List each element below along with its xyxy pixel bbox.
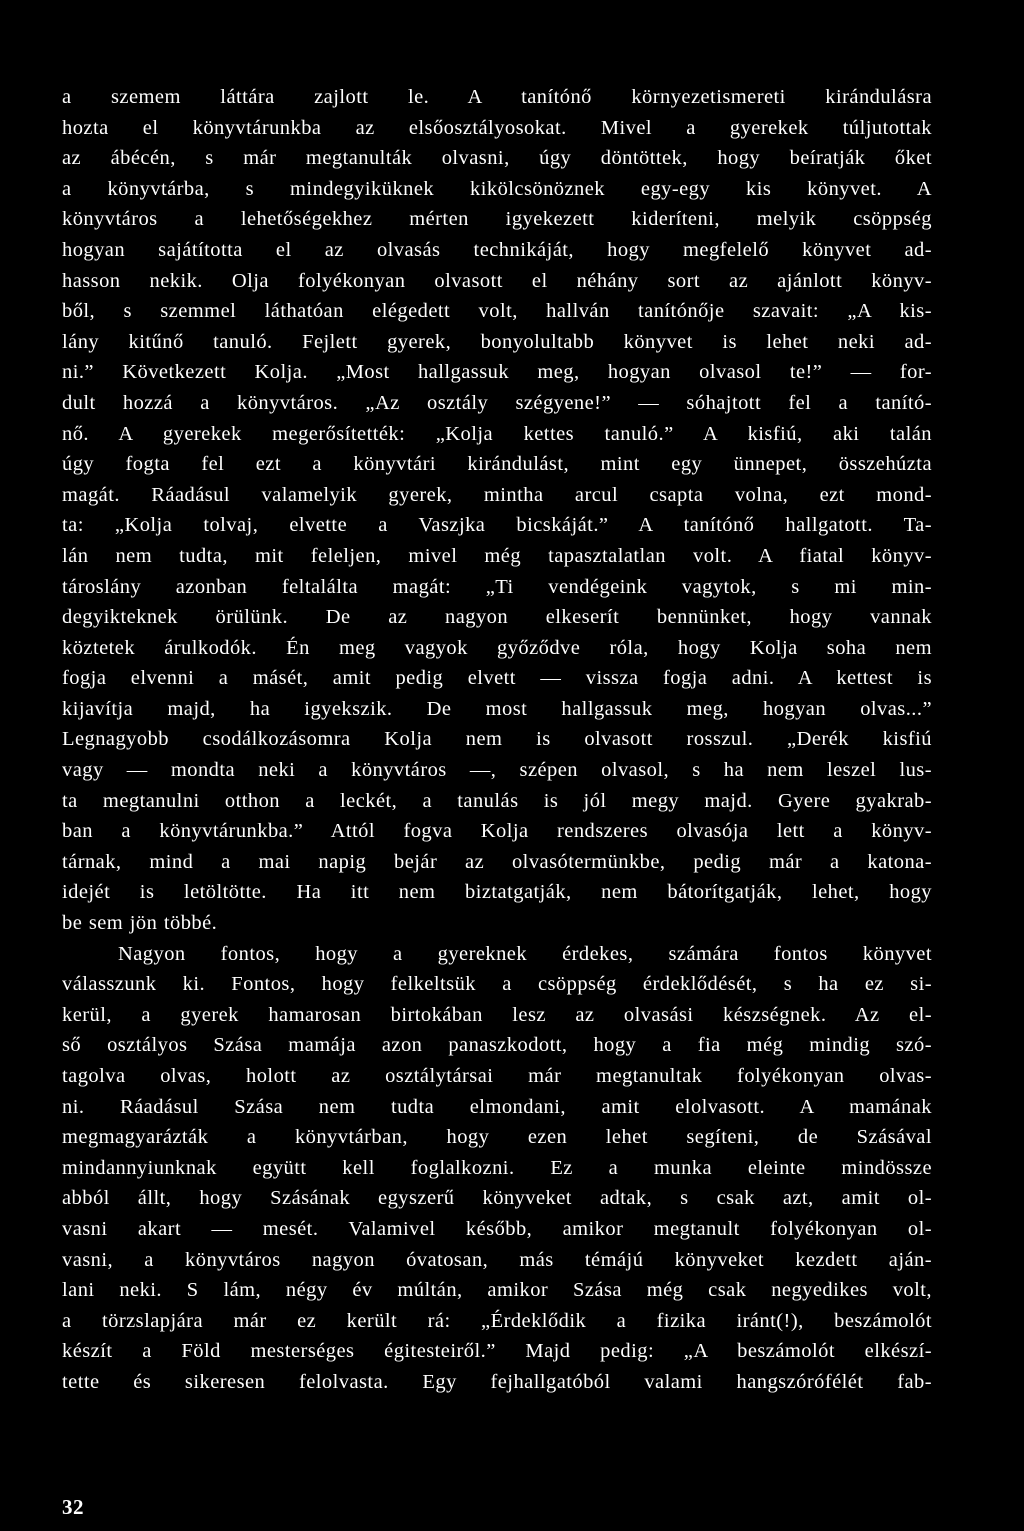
text-line: hasson nekik. Olja folyékonyan olvasott el néhány sort az ajánlott könyv- xyxy=(62,269,932,292)
text-line: a szemem láttára zajlott le. A tanítónő környezetismereti kirándulásra xyxy=(62,86,932,108)
body-text xyxy=(62,82,932,1398)
text-line: hozta el könyvtárunkba az elsőosztályosokat. Mivel a gyerekek túljutottak xyxy=(62,116,932,139)
text-line: ni.” Következett Kolja. „Most hallgassuk meg, hogyan olvasol te!” — for- xyxy=(62,361,932,384)
text-line: nő. A gyerekek megerősítették: „Kolja kettes tanuló.” A kisfiú, aki talán xyxy=(62,422,932,445)
text-line: hogyan sajátította el az olvasás technikáját, hogy megfelelő könyvet ad- xyxy=(62,238,932,261)
text-line: tette és sikeresen felolvasta. Egy fejhallgatóból valami hangszórófélét fab- xyxy=(62,1370,932,1393)
text-line: Legnagyobb csodálkozásomra Kolja nem is olvasott rosszul. „Derék kisfiú xyxy=(62,728,932,751)
text-line: ni. Ráadásul Szása nem tudta elmondani, amit elolvasott. A mamának xyxy=(62,1095,932,1118)
text-line: mindannyiunknak együtt kell foglalkozni. Ez a munka eleinte mindössze xyxy=(62,1156,932,1179)
text-line: kijavítja majd, ha igyekszik. De most hallgassuk meg, hogyan olvas...” xyxy=(62,697,932,720)
text-line: tárnak, mind a mai napig bejár az olvasótermünkbe, pedig már a katona- xyxy=(62,850,932,873)
text-line: dult hozzá a könyvtáros. „Az osztály szégyene!” — sóhajtott fel a tanító- xyxy=(62,391,932,414)
paragraph-start-line: Nagyon fontos, hogy a gyereknek érdekes, számára fontos könyvet xyxy=(118,942,932,965)
text-line: ből, s szemmel láthatóan elégedett volt, hallván tanítónője szavait: „A kis- xyxy=(62,300,932,323)
text-line: fogja elvenni a másét, amit pedig elvett — vissza fogja adni. A kettest is xyxy=(62,667,932,690)
text-line: a könyvtárba, s mindegyiküknek kikölcsönöznek egy-egy kis könyvet. A xyxy=(62,177,932,200)
text-line: lani neki. S lám, négy év múltán, amikor Szása még csak negyedikes volt, xyxy=(62,1279,932,1302)
text-line: lán nem tudta, mit feleljen, mivel még tapasztalatlan volt. A fiatal könyv- xyxy=(62,544,932,567)
text-line: magát. Ráadásul valamelyik gyerek, mintha arcul csapta volna, ezt mond- xyxy=(62,483,932,506)
text-line: úgy fogta fel ezt a könyvtári kirándulást, mint egy ünnepet, összehúzta xyxy=(62,453,932,476)
text-line: könyvtáros a lehetőségekhez mérten igyekezett kideríteni, melyik csöppség xyxy=(62,208,932,231)
text-line: tagolva olvas, holott az osztálytársai már megtanultak folyékonyan olvas- xyxy=(62,1065,932,1087)
text-line: megmagyarázták a könyvtárban, hogy ezen lehet segíteni, de Szásával xyxy=(62,1126,932,1149)
text-line: ta: „Kolja tolvaj, elvette a Vaszjka bicskáját.” A tanítónő hallgatott. Ta- xyxy=(62,514,932,537)
text-line: degyikteknek örülünk. De az nagyon elkeserít bennünket, hogy vannak xyxy=(62,606,932,629)
text-line: az ábécén, s már megtanulták olvasni, úgy döntöttek, hogy beíratják őket xyxy=(62,147,932,170)
text-line: abból állt, hogy Szásának egyszerű könyveket adtak, s csak azt, amit ol- xyxy=(62,1187,932,1210)
text-line: kerül, a gyerek hamarosan birtokában lesz az olvasási készségnek. Az el- xyxy=(62,1003,932,1026)
text-line: vasni, a könyvtáros nagyon óvatosan, más témájú könyveket kezdett aján- xyxy=(62,1248,932,1271)
text-line: ban a könyvtárunkba.” Attól fogva Kolja rendszeres olvasója lett a könyv- xyxy=(62,820,932,843)
paragraph-end-line: be sem jön többé. xyxy=(62,912,218,935)
text-line: ta megtanulni otthon a leckét, a tanulás is jól megy majd. Gyere gyakrab- xyxy=(62,789,932,812)
text-line: vasni akart — mesét. Valamivel később, amikor megtanult folyékonyan ol- xyxy=(62,1217,932,1240)
text-line: a törzslapjára már ez került rá: „Érdeklődik a fizika iránt(!), beszámolót xyxy=(62,1309,932,1332)
text-line: vagy — mondta neki a könyvtáros —, szépen olvasol, s ha nem leszel lus- xyxy=(62,759,932,782)
text-line: lány kitűnő tanuló. Fejlett gyerek, bonyolultabb könyvet is lehet neki ad- xyxy=(62,330,932,353)
text-line: válasszunk ki. Fontos, hogy felkeltsük a csöppség érdeklődését, s ha ez si- xyxy=(62,973,932,996)
text-line: ső osztályos Szása mamája azon panaszkodott, hogy a fia még mindig szó- xyxy=(62,1034,932,1057)
text-line: köztetek árulkodók. Én meg vagyok győződve róla, hogy Kolja soha nem xyxy=(62,636,932,659)
text-line: idejét is letöltötte. Ha itt nem biztatgatják, nem bátorítgatják, lehet, hogy xyxy=(62,881,932,904)
text-line: készít a Föld mesterséges égitesteiről.” Majd pedig: „A beszámolót elkészí- xyxy=(62,1340,932,1363)
page-number: 32 xyxy=(62,1495,84,1519)
text-line: tároslány azonban feltalálta magát: „Ti vendégeink vagytok, s mi min- xyxy=(62,575,932,598)
